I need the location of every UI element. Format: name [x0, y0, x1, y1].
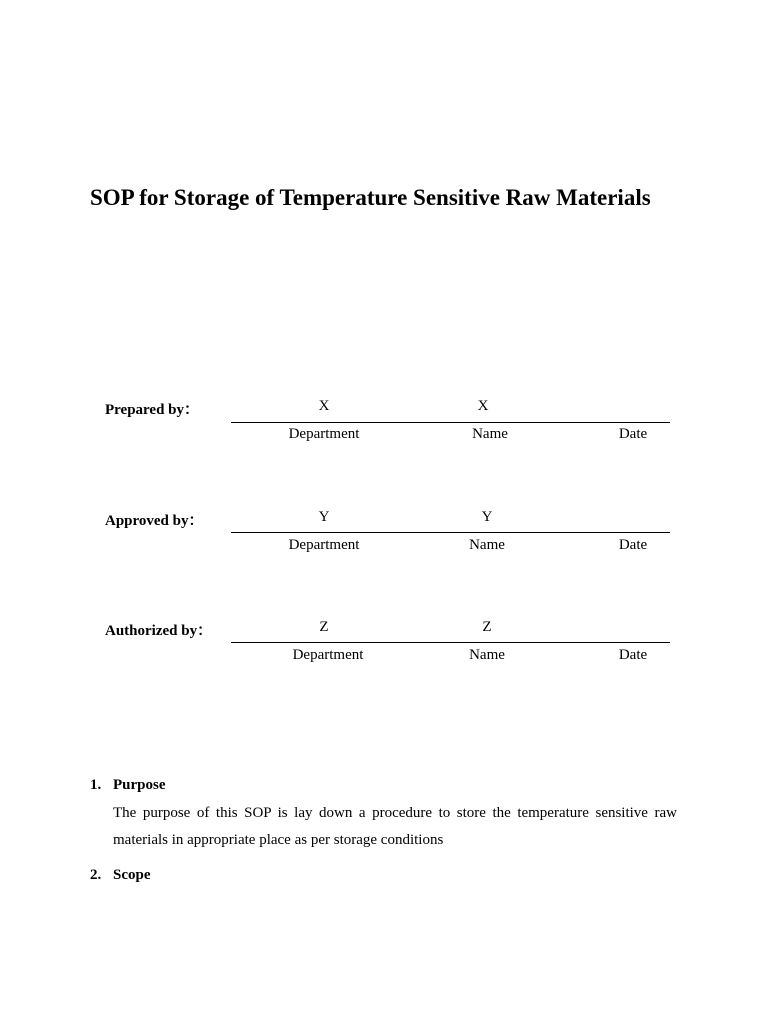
signature-line [231, 422, 670, 423]
department-caption: Department [288, 426, 360, 442]
section-number: 1. [90, 777, 102, 793]
section-title: Scope [113, 867, 151, 883]
authorized-name-value: Z [482, 619, 492, 635]
name-caption: Name [472, 426, 508, 442]
approved-department-value: Y [318, 509, 330, 525]
prepared-by-label: Prepared by： [105, 402, 200, 418]
department-caption: Department [292, 647, 364, 663]
section-title: Purpose [113, 777, 166, 793]
authorized-by-label: Authorized by： [105, 623, 213, 639]
authorized-department-value: Z [319, 619, 329, 635]
approved-by-label: Approved by： [105, 513, 204, 529]
date-caption: Date [618, 537, 648, 553]
section-number: 2. [90, 867, 102, 883]
prepared-name-value: X [477, 398, 489, 414]
prepared-department-value: X [318, 398, 330, 414]
name-caption: Name [469, 537, 505, 553]
approved-name-value: Y [481, 509, 493, 525]
date-caption: Date [618, 647, 648, 663]
section-body: The purpose of this SOP is lay down a procedure to store the temperature sensitive raw materials in appropriate place as per storage conditions [113, 805, 677, 848]
document-title: SOP for Storage of Temperature Sensitive Raw Materials [90, 185, 651, 210]
signature-line [231, 532, 670, 533]
signature-line [231, 642, 670, 643]
name-caption: Name [469, 647, 505, 663]
department-caption: Department [288, 537, 360, 553]
date-caption: Date [618, 426, 648, 442]
